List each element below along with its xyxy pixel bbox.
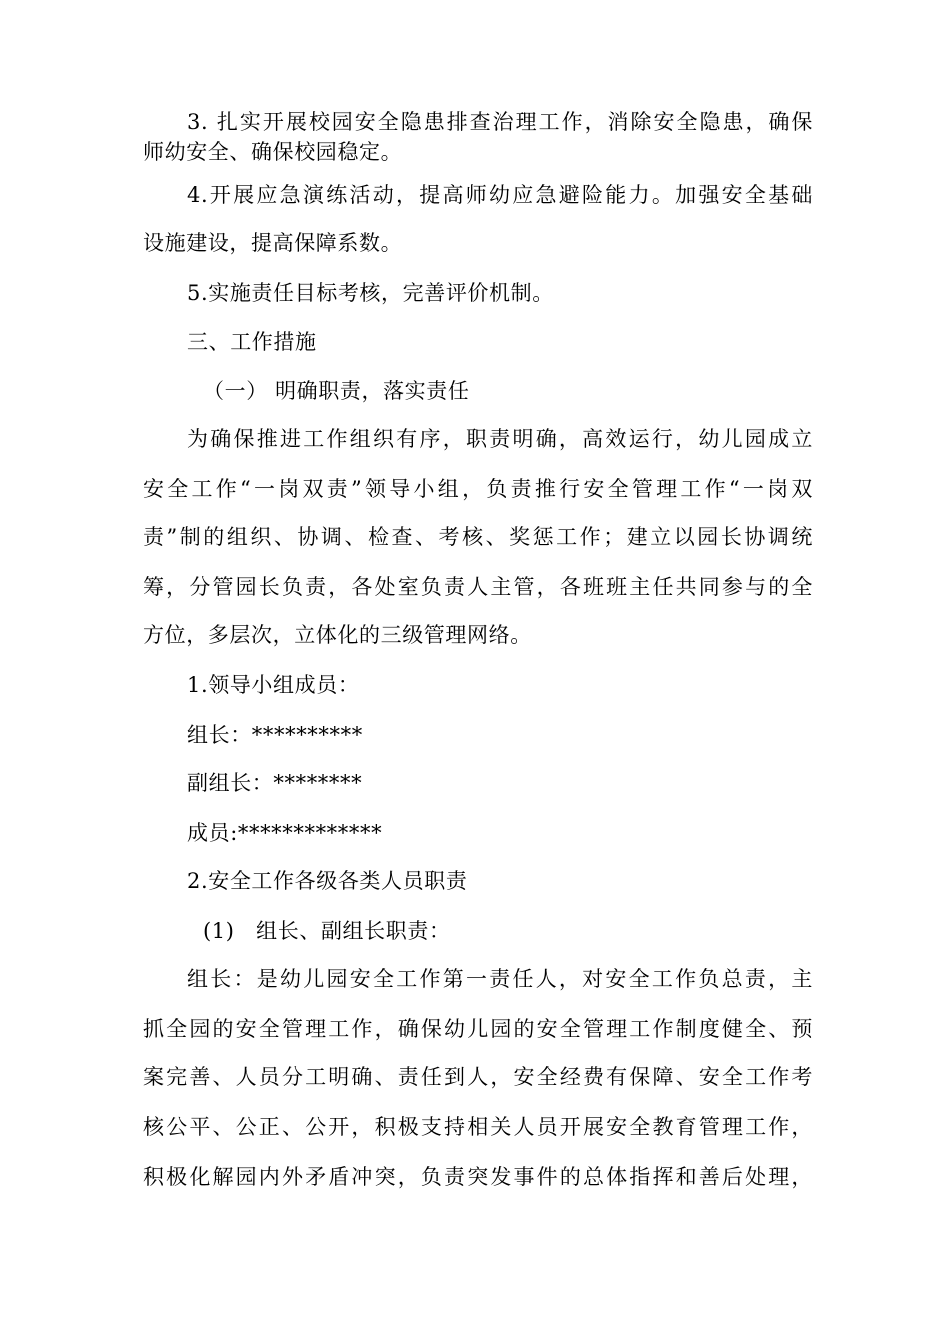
subsection-heading: (1) 组长、副组长职责： [203,919,451,943]
paragraph-line: 4.开展应急演练活动，提高师幼应急避险能力。加强安全基础 [187,183,813,207]
paragraph-line: 方位，多层次，立体化的三级管理网络。 [143,623,532,647]
subsection-heading: （一） 明确职责，落实责任 [203,379,470,403]
list-heading: 2.安全工作各级各类人员职责 [187,869,468,893]
paragraph-line: 责”制的组织、协调、检查、考核、奖惩工作；建立以园长协调统 [143,525,813,549]
list-heading: 1.领导小组成员： [187,673,360,697]
paragraph-line: 师幼安全、确保校园稳定。 [143,140,403,164]
paragraph-line: 抓全园的安全管理工作，确保幼儿园的安全管理工作制度健全、预 [143,1017,813,1041]
paragraph-line: 设施建设，提高保障系数。 [143,231,403,255]
member-line: 成员:************* [187,821,383,845]
paragraph-line: 安全工作“一岗双责”领导小组，负责推行安全管理工作“一岗双 [143,477,813,501]
member-line: 组长：********** [187,723,363,747]
paragraph-line: 组长：是幼儿园安全工作第一责任人，对安全工作负总责，主 [187,967,813,991]
paragraph-line: 5.实施责任目标考核，完善评价机制。 [187,281,554,305]
paragraph-line: 为确保推进工作组织有序，职责明确，高效运行，幼儿园成立 [187,427,813,451]
paragraph-line: 积极化解园内外矛盾冲突，负责突发事件的总体指挥和善后处理， [143,1165,813,1189]
paragraph-line: 筹，分管园长负责，各处室负责人主管，各班班主任共同参与的全 [143,575,813,599]
paragraph-line: 案完善、人员分工明确、责任到人，安全经费有保障、安全工作考 [143,1065,813,1089]
section-heading: 三、工作措施 [187,330,317,354]
paragraph-line: 3. 扎实开展校园安全隐患排查治理工作，消除安全隐患，确保 [187,110,813,134]
paragraph-line: 核公平、公正、公开，积极支持相关人员开展安全教育管理工作， [143,1115,813,1139]
member-line: 副组长：******** [187,771,363,795]
